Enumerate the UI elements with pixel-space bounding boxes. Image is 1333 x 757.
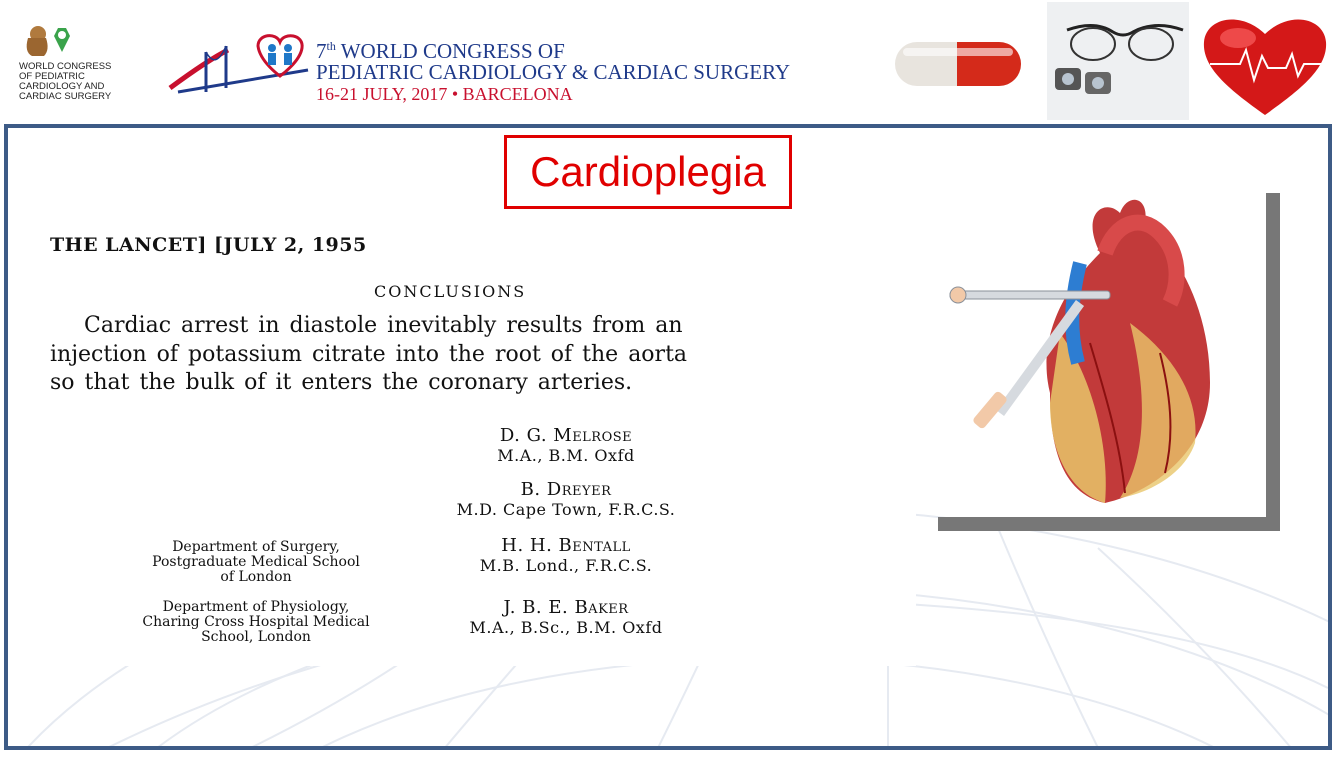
author-degrees: M.A., B.M. Oxfd [497,446,635,465]
org-name-line: WORLD CONGRESS [19,61,112,72]
org-name-line: CARDIAC SURGERY [19,91,112,102]
congress-dates: 16-21 JULY, 2017 • BARCELONA [316,84,573,104]
department-line: School, London [201,629,311,645]
author-degrees: M.A., B.Sc., B.M. Oxfd [469,618,663,637]
department-affiliation [96,600,416,645]
author-name: J. B. E. Baker [503,597,629,618]
congress-title [316,36,790,105]
body-line: injection of potassium citrate into the root of the aorta [50,341,688,367]
body-line: so that the bulk of it enters the coronary arteries. [50,370,633,395]
department-line: Department of Physiology, [162,599,350,615]
department-line: Department of Surgery, [172,539,340,555]
heart-cannula-illustration [930,193,1280,533]
bridge-children-heart-logo-icon [168,30,313,100]
header-banner [0,0,1333,122]
conclusion-paragraph [50,312,880,398]
heart-ecg-icon [1200,10,1330,120]
author-block [416,426,716,466]
org-name-line: OF PEDIATRIC [19,71,85,82]
slide-title: Cardioplegia [504,135,792,209]
congress-edition-number: 7 [316,39,327,63]
pill-capsule-icon [893,34,1023,92]
department-affiliation [96,540,416,585]
author-block [416,536,716,576]
author-name: D. G. Melrose [499,425,633,446]
surgical-loupes-icon [1047,2,1189,120]
journal-date: [JULY 2, 1955 [214,234,367,256]
org-name-line: CARDIOLOGY AND [19,81,105,92]
author-block [416,598,716,638]
author-name: H. H. Bentall [501,535,631,556]
org-name [19,62,111,102]
author-block [416,480,716,520]
department-line: Postgraduate Medical School [152,554,360,570]
department-line: of London [220,569,292,585]
article-excerpt [46,226,916,666]
body-line: Cardiac arrest in diastole inevitably results from an [84,313,683,338]
slide-frame [4,124,1332,750]
author-degrees: M.D. Cape Town, F.R.C.S. [456,500,676,519]
congress-edition-suffix: th [326,39,336,53]
author-degrees: M.B. Lond., F.R.C.S. [479,556,653,575]
author-name: B. Dreyer [520,479,612,500]
congress-title-line1 [316,36,790,62]
journal-name: THE LANCET] [50,234,207,256]
congress-title-text: WORLD CONGRESS OF [335,39,565,63]
congress-title-line2: PEDIATRIC CARDIOLOGY & CARDIAC SURGERY [316,60,791,84]
journal-citation [50,234,367,256]
department-line: Charing Cross Hospital Medical [142,614,370,630]
section-heading: CONCLUSIONS [374,282,527,301]
